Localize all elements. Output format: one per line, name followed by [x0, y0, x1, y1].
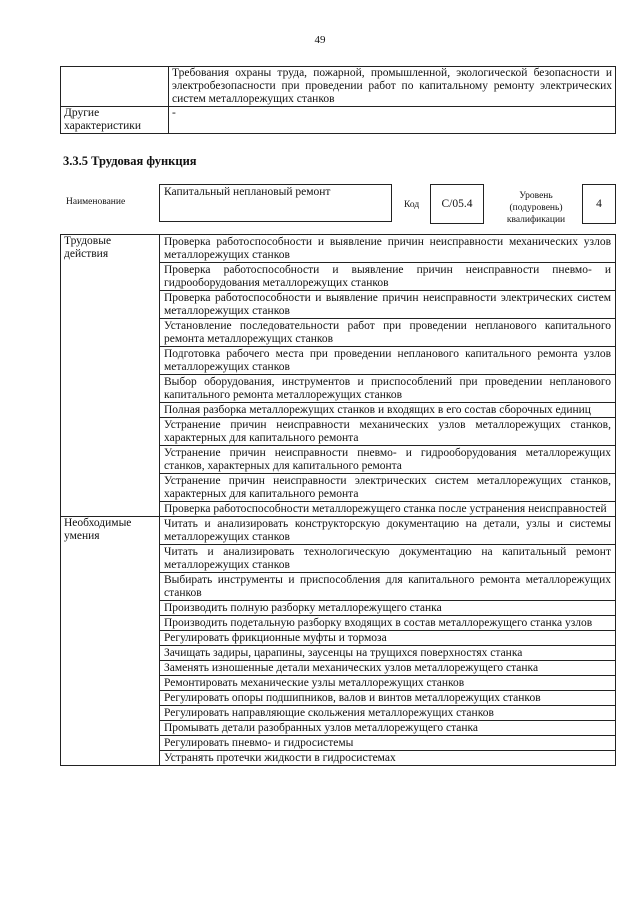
requirement-text: Требования охраны труда, пожарной, промышленной, экологической безопасности и электробезопасности при проведении работ по капитальному ремонту электрических систем металлорежущих станков	[169, 67, 616, 107]
required-skill-item: Читать и анализировать технологическую документацию на капитальный ремонт металлорежущих станков	[160, 545, 616, 573]
required-skill-item: Читать и анализировать конструкторскую документацию на детали, узлы и системы металлорежущих станков	[160, 517, 616, 545]
required-skill-item: Регулировать опоры подшипников, валов и винтов металлорежущих станков	[160, 691, 616, 706]
labor-action-item: Проверка работоспособности и выявление причин неисправности механических узлов металлорежущих станков	[160, 235, 616, 263]
labor-action-item: Проверка работоспособности металлорежущего станка после устранения неисправностей	[160, 502, 616, 517]
table-row	[61, 235, 616, 263]
page-number: 49	[314, 34, 326, 46]
labor-action-item: Устранение причин неисправности механических узлов металлорежущих станков, характерных для капитального ремонта	[160, 418, 616, 446]
empty-label-cell	[61, 67, 169, 107]
labor-actions-label: Трудовые действия	[61, 235, 160, 517]
required-skill-item: Производить полную разборку металлорежущего станка	[160, 601, 616, 616]
code-label: Код	[404, 200, 420, 210]
required-skill-item: Регулировать направляющие скольжения металлорежущих станков	[160, 706, 616, 721]
labor-action-item: Выбор оборудования, инструментов и приспособлений при проведении непланового капитального ремонта металлорежущих станков	[160, 375, 616, 403]
labor-action-item: Полная разборка металлорежущих станков и входящих в его состав сборочных единиц	[160, 403, 616, 418]
other-characteristics-label: Другие характеристики	[61, 107, 169, 134]
required-skill-item: Выбирать инструменты и приспособления для капитального ремонта металлорежущих станков	[160, 573, 616, 601]
labor-action-item: Проверка работоспособности и выявление причин неисправности пневмо- и гидрооборудования металлорежущих станков	[160, 263, 616, 291]
level-value: 4	[582, 184, 616, 224]
table-row	[61, 517, 616, 545]
required-skill-item: Зачищать задиры, царапины, заусенцы на трущихся поверхностях станка	[160, 646, 616, 661]
level-label: Уровень (подуровень) квалификации	[506, 191, 566, 225]
required-skill-item: Регулировать пневмо- и гидросистемы	[160, 736, 616, 751]
code-value: C/05.4	[430, 184, 484, 224]
previous-function-table	[60, 66, 616, 134]
required-skill-item: Регулировать фрикционные муфты и тормоза	[160, 631, 616, 646]
labor-action-item: Проверка работоспособности и выявление причин неисправности электрических систем металлорежущих станков	[160, 291, 616, 319]
required-skill-item: Устранять протечки жидкости в гидросистемах	[160, 751, 616, 766]
labor-action-item: Установление последовательности работ при проведении непланового капитального ремонта металлорежущих станков	[160, 319, 616, 347]
name-value: Капитальный неплановый ремонт	[159, 184, 392, 222]
required-skill-item: Производить подетальную разборку входящих в состав металлорежущего станка узлов	[160, 616, 616, 631]
labor-action-item: Подготовка рабочего места при проведении непланового капитального ремонта узлов металлорежущих станков	[160, 347, 616, 375]
section-title: 3.3.5 Трудовая функция	[63, 154, 197, 168]
labor-function-table	[60, 234, 616, 766]
required-skills-label: Необходимые умения	[61, 517, 160, 766]
name-label: Наименование	[66, 197, 126, 207]
labor-action-item: Устранение причин неисправности пневмо- и гидрооборудования металлорежущих станков, характерных для капитального ремонта	[160, 446, 616, 474]
required-skill-item: Промывать детали разобранных узлов металлорежущего станка	[160, 721, 616, 736]
other-characteristics-value: -	[169, 107, 616, 134]
required-skill-item: Ремонтировать механические узлы металлорежущих станков	[160, 676, 616, 691]
labor-action-item: Устранение причин неисправности электрических систем металлорежущих станков, характерных для капитального ремонта	[160, 474, 616, 502]
required-skill-item: Заменять изношенные детали механических узлов металлорежущего станка	[160, 661, 616, 676]
